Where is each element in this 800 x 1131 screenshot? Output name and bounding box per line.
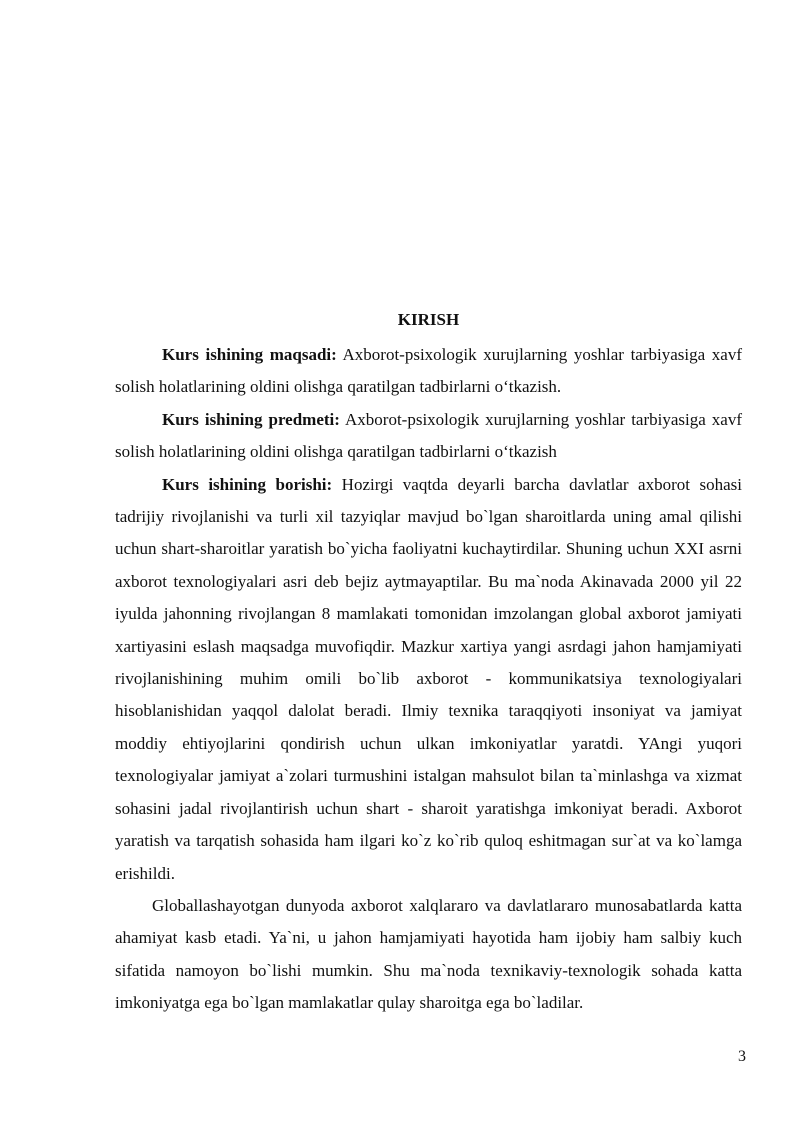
- paragraph-label: Kurs ishining borishi:: [162, 474, 333, 494]
- paragraph-label: Kurs ishining predmeti:: [162, 409, 340, 429]
- section-heading: KIRISH: [397, 310, 460, 329]
- page-number: 3: [738, 1048, 746, 1065]
- paragraph-label: Kurs ishining maqsadi:: [162, 345, 337, 364]
- paragraph-purpose: [115, 339, 742, 404]
- paragraph-text: Globallashayotgan dunyoda axborot xalqlararo va davlatlararo munosabatlarda katta ahamiyat kasb etadi. Ya`ni, u jahon hamjamiyati hayotida ham ijobiy ham salbiy kuch sifatida namoyon bo`lishi mumkin. Shu ma`noda texnikaviy-texnologik sohada katta imkoniyatga ega bo`lgan mamlakatlar qulay sharoitga ega bo`ladilar.: [115, 895, 742, 1013]
- paragraph-progress: [115, 469, 742, 890]
- paragraph-text: Hozirgi vaqtda deyarli barcha davlatlar axborot sohasi tadrijiy rivojlanishi va turli xil tazyiqlar mavjud bo`lgan sharoitlarda uning amal qilishi uchun shart-sharoitlar yaratish bo`yicha faoliyatni kuchaytirdilar. Shuning uchun XXI asrni axborot texnologiyalari asri deb bejiz aytmayaptilar. Bu ma`noda Akinavada 2000 yil 22 iyulda jahonning rivojlangan 8 mamlakati tomonidan imzolangan global axborot jamiyati xartiyasini eslash maqsadga muvofiqdir. Mazkur xartiya yangi asrdagi jahon hamjamiyati rivojlanishining muhim omili bo`lib axborot - kommunikatsiya texnologiyalari hisoblanishidan yaqqol dalolat beradi. Ilmiy texnika taraqqiyoti insoniyat va jamiyat moddiy ehtiyojlarini qondirish uchun ulkan imkoniyatlar yaratdi. YAngi yuqori texnologiyalar jamiyat a`zolari turmushini istalgan mahsulot bilan ta`minlashga va xizmat sohasini jadal rivojlantirish uchun shart - sharoit yaratishga imkoniyat beradi. Axborot yaratish va tarqatish sohasida ham ilgari ko`z ko`rib quloq eshitmagan sur`at va ko`lamga erishildi.: [115, 474, 742, 883]
- document-body: [115, 339, 742, 1020]
- paragraph-globalization: [115, 890, 742, 1020]
- paragraph-text: Axborot-psixologik xurujlarning yoshlar tarbiyasiga xavf solish holatlarining oldini olishga qaratilgan tadbirlarni o‘tkazish: [115, 409, 742, 462]
- paragraph-subject: [115, 404, 742, 469]
- paragraph-text: Axborot-psixologik xurujlarning yoshlar tarbiyasiga xavf solish holatlarining oldini olishga qaratilgan tadbirlarni o‘tkazish.: [115, 345, 743, 397]
